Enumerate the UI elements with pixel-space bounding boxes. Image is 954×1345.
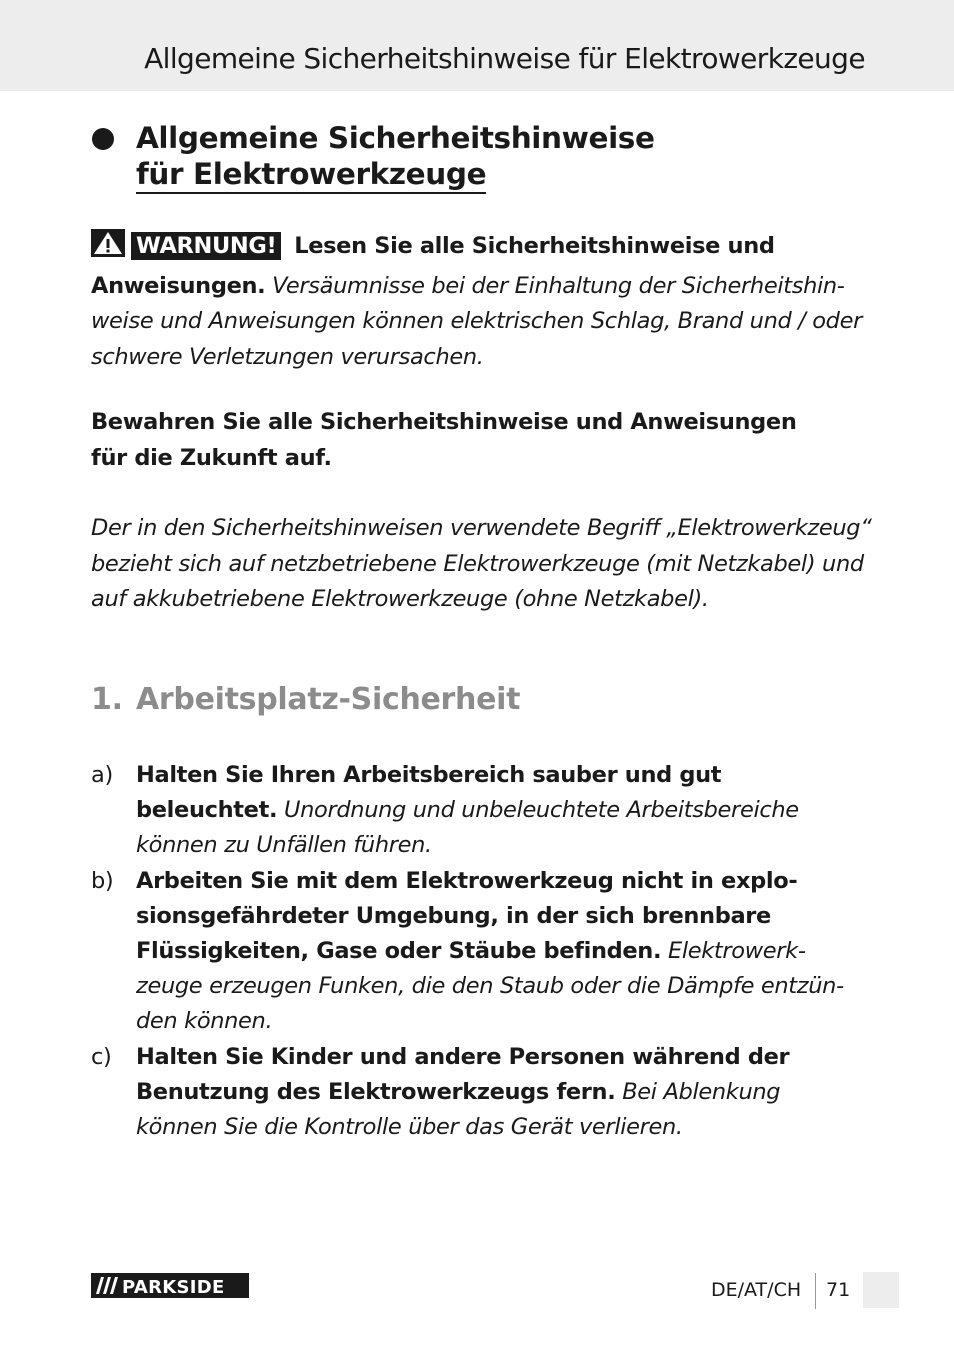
- warning-paragraph: [91, 229, 881, 375]
- item-c-italic-3: können Sie die Kontrolle über das Gerät verlieren.: [136, 1114, 683, 1141]
- subsection-title: Arbeitsplatz-Sicherheit: [136, 682, 521, 717]
- definition-line-2: bezieht sich auf netzbetriebene Elektrowerkzeuge (mit Netzkabel) und: [91, 550, 864, 577]
- keep-line-2: für die Zukunft auf.: [91, 444, 332, 471]
- keep-instructions-paragraph: [91, 405, 881, 476]
- list-item-c: [91, 1040, 891, 1146]
- warning-italic-text-3: schwere Verletzungen verursachen.: [91, 343, 484, 370]
- footer-region: DE/AT/CH: [711, 1279, 802, 1301]
- warning-triangle-icon: [91, 229, 125, 269]
- subsection-number: 1.: [91, 682, 123, 717]
- definition-line-1: Der in den Sicherheitshinweisen verwendete Begriff „Elektrowerkzeug“: [91, 515, 872, 541]
- item-b-italic-5: den können.: [136, 1008, 273, 1035]
- subsection-heading: [91, 682, 520, 717]
- item-b-italic-3: Elektrowerk-: [667, 938, 806, 965]
- item-c-italic-2: Bei Ablenkung: [622, 1078, 781, 1105]
- footer-divider: [815, 1273, 816, 1309]
- section-title: [136, 120, 655, 194]
- list-marker: a): [91, 762, 113, 788]
- warning-label: WARNUNG!: [131, 232, 281, 260]
- item-b-bold-1: Arbeiten Sie mit dem Elektrowerkzeug nicht in explo-: [136, 867, 798, 894]
- warning-italic-text-2: weise und Anweisungen können elektrischen Schlag, Brand und / oder: [91, 308, 863, 334]
- item-a-bold-2: beleuchtet.: [136, 797, 278, 824]
- bullet-dot-icon: [92, 128, 114, 150]
- item-c-bold-1: Halten Sie Kinder und andere Personen während der: [136, 1043, 790, 1070]
- item-c-bold-2: Benutzung des Elektrowerkzeugs fern.: [136, 1078, 616, 1105]
- item-a-italic-2: Unordnung und unbeleuchtete Arbeitsbereiche: [284, 797, 799, 824]
- warning-italic-text: Versäumnisse bei der Einhaltung der Sicherheitshin-: [272, 272, 845, 299]
- section-title-line1: Allgemeine Sicherheitshinweise: [136, 121, 655, 155]
- brand-name: PARKSIDE: [122, 1277, 225, 1298]
- item-b-italic-4: zeuge erzeugen Funken, die den Staub oder die Dämpfe entzün-: [136, 973, 844, 1000]
- item-b-bold-2: sionsgefährdeter Umgebung, in der sich brennbare: [136, 902, 771, 929]
- warning-bold-text-2: Anweisungen.: [91, 272, 266, 299]
- section-title-line2: für Elektrowerkzeuge: [136, 156, 486, 194]
- keep-line-1: Bewahren Sie alle Sicherheitshinweise und Anweisungen: [91, 409, 797, 435]
- warning-bold-text: Lesen Sie alle Sicherheitshinweise und: [294, 233, 775, 259]
- list-marker: b): [91, 867, 114, 894]
- instruction-list: [91, 758, 891, 1145]
- parkside-logo: [91, 1273, 249, 1302]
- list-marker: c): [91, 1043, 112, 1070]
- definition-paragraph: [91, 511, 881, 618]
- running-title: Allgemeine Sicherheitshinweise für Elektrowerkzeuge: [144, 42, 865, 75]
- item-a-italic-3: können zu Unfällen führen.: [136, 832, 432, 859]
- list-item-b: [91, 864, 891, 1040]
- list-item-a: [91, 758, 891, 864]
- definition-line-3: auf akkubetriebene Elektrowerkzeuge (ohne Netzkabel).: [91, 586, 709, 612]
- page-number: 71: [826, 1279, 851, 1301]
- item-a-bold-1: Halten Sie Ihren Arbeitsbereich sauber und gut: [136, 762, 722, 788]
- item-b-bold-3: Flüssigkeiten, Gase oder Stäube befinden.: [136, 938, 662, 965]
- footer-box: [863, 1272, 899, 1308]
